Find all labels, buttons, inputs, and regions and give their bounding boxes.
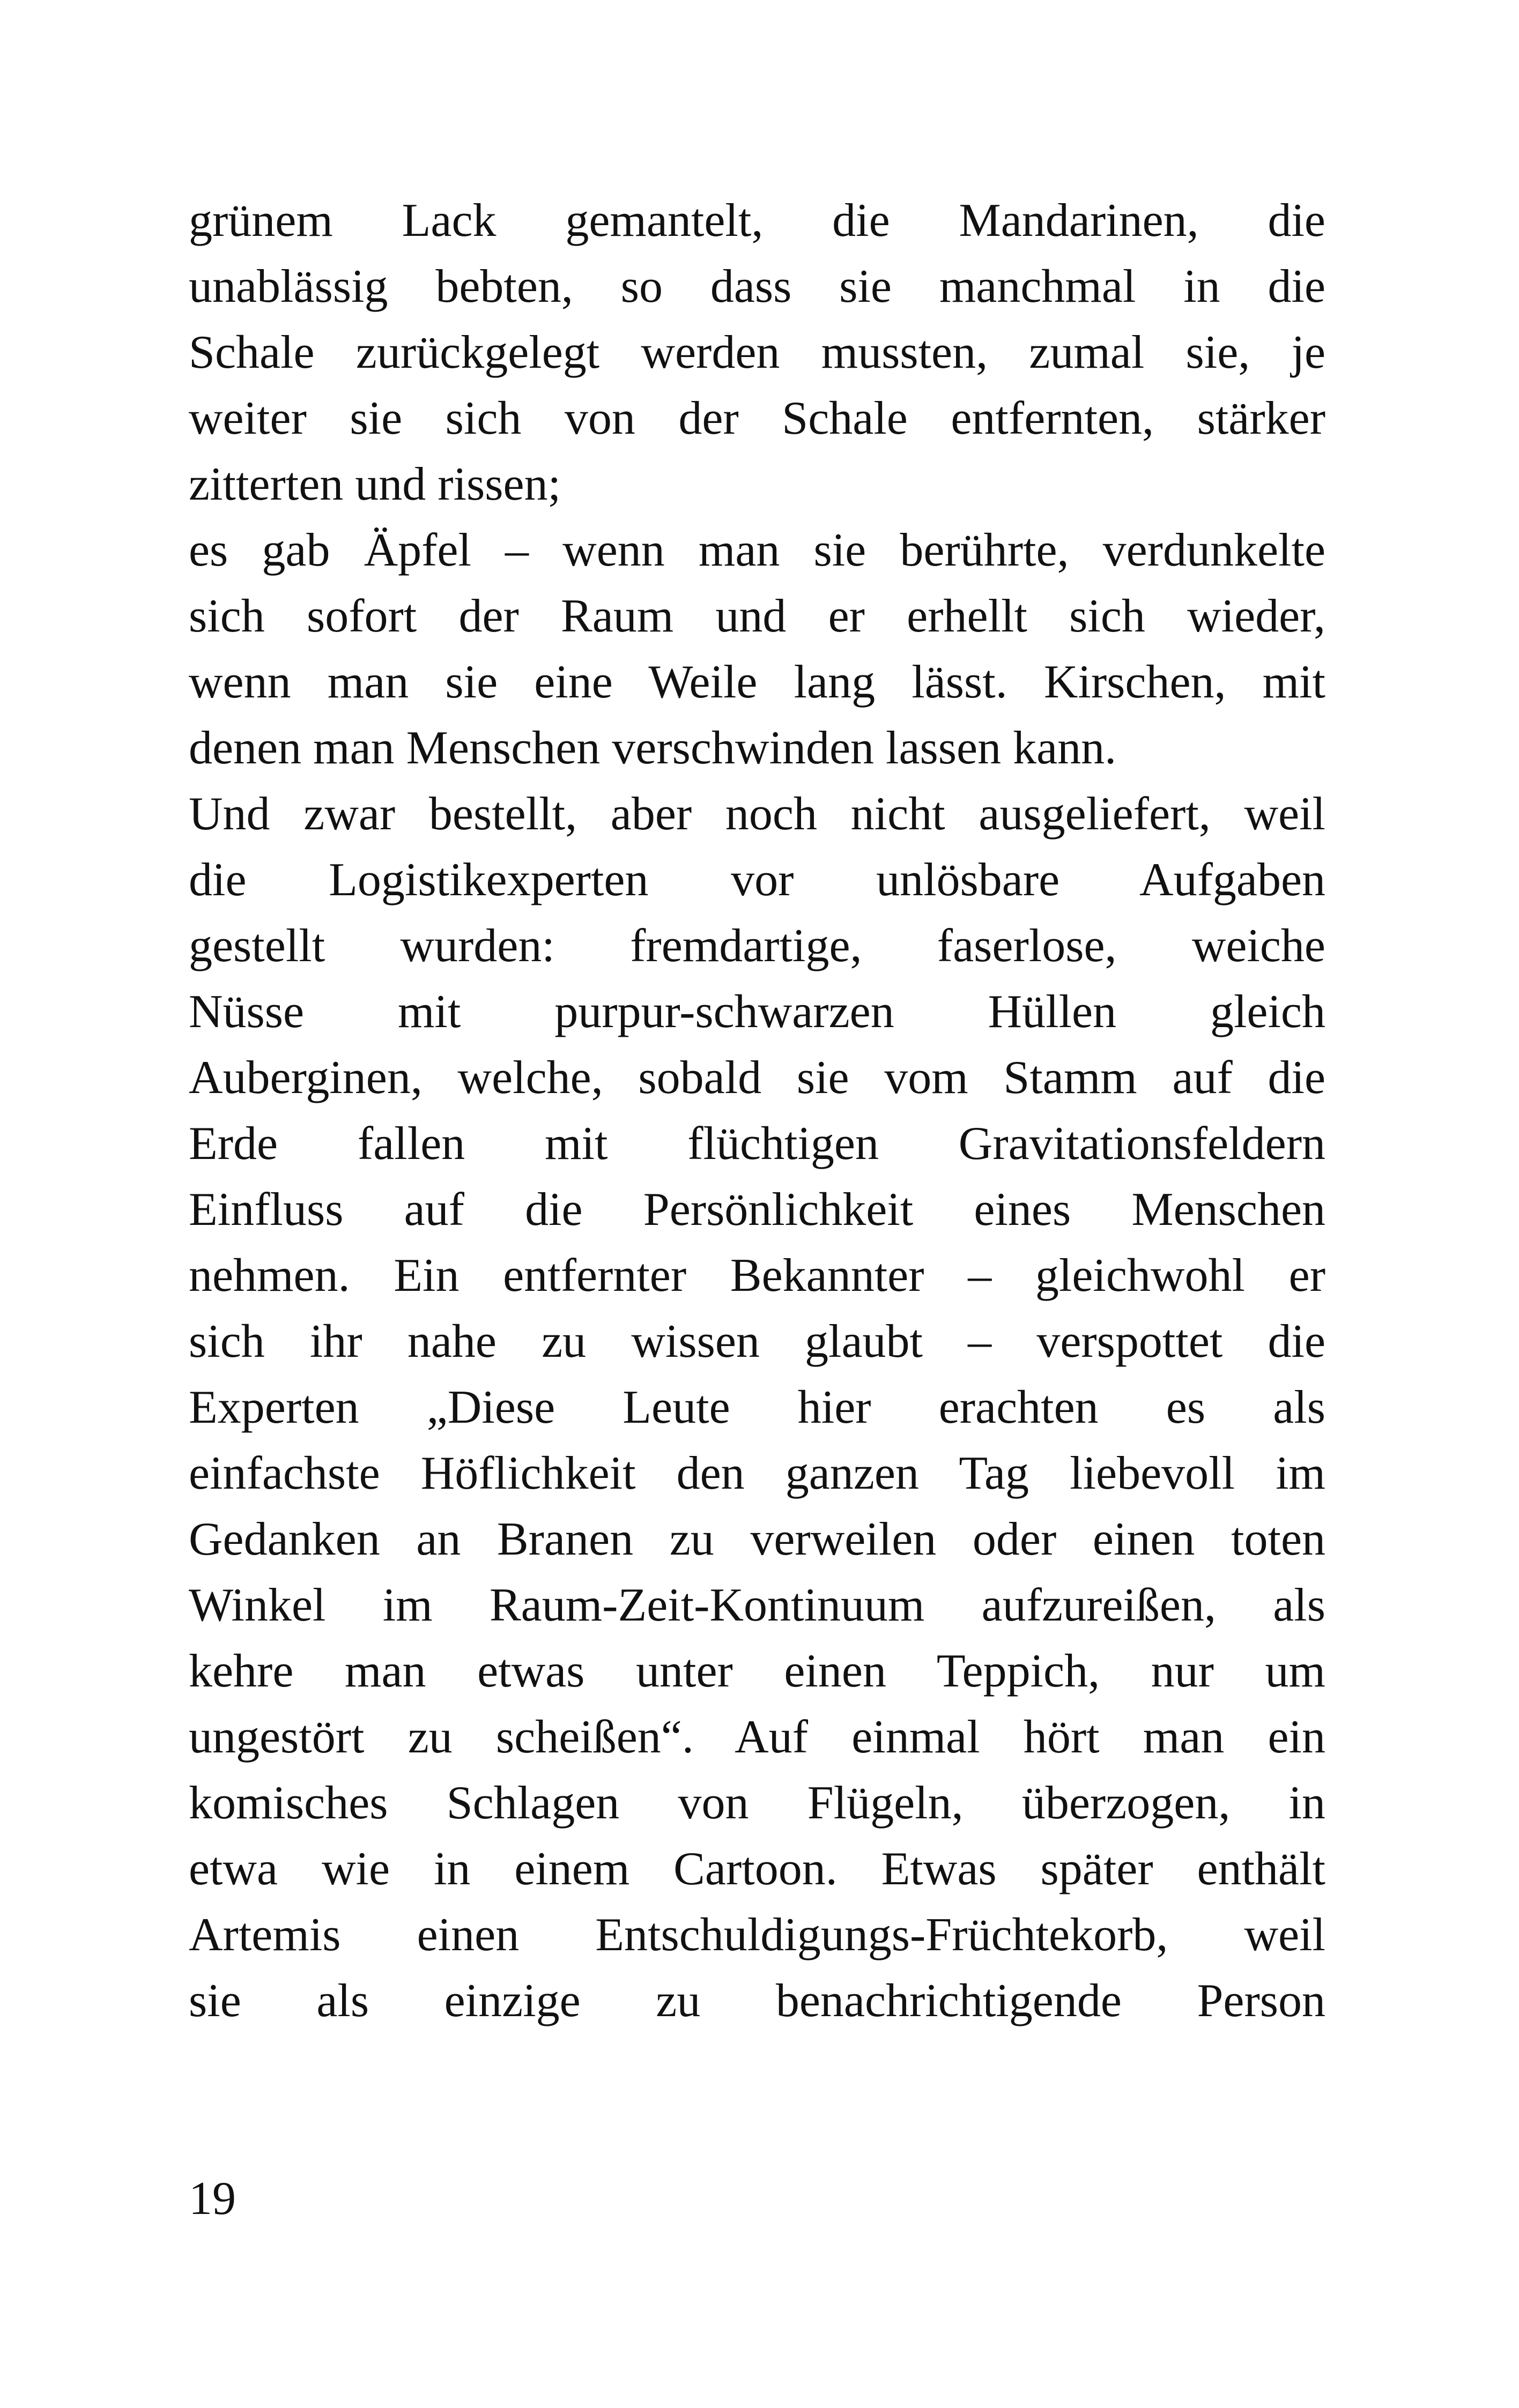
text-line: zitterten und rissen; (189, 458, 561, 510)
text-line: einfachste Höflichkeit den ganzen Tag liebevoll im (189, 1447, 1325, 1499)
text-line: Winkel im Raum-Zeit-Kontinuum aufzureißen, als (189, 1579, 1325, 1631)
page-number: 19 (189, 2173, 236, 2225)
text-line: grünem Lack gemantelt, die Mandarinen, die (189, 195, 1325, 247)
text-line: gestellt wurden: fremdartige, faserlose, weiche (189, 920, 1325, 972)
text-line: denen man Menschen verschwinden lassen kann. (189, 722, 1117, 774)
text-line: es gab Äpfel – wenn man sie berührte, verdunkelte (189, 524, 1325, 576)
text-line: ungestört zu scheißen“. Auf einmal hört man ein (189, 1711, 1325, 1763)
text-line: sie als einzige zu benachrichtigende Person (189, 1975, 1325, 2027)
text-line: Und zwar bestellt, aber noch nicht ausgeliefert, weil (189, 788, 1325, 840)
text-line: sich sofort der Raum und er erhellt sich wieder, (189, 590, 1325, 642)
text-line: unablässig bebten, so dass sie manchmal in die (189, 261, 1325, 313)
text-line: komisches Schlagen von Flügeln, überzogen, in (189, 1777, 1325, 1829)
text-line: Auberginen, welche, sobald sie vom Stamm auf die (189, 1052, 1325, 1104)
text-line: Experten „Diese Leute hier erachten es als (189, 1381, 1325, 1433)
text-line: sich ihr nahe zu wissen glaubt – verspottet die (189, 1316, 1325, 1367)
body-text (189, 188, 1325, 2034)
text-line: etwa wie in einem Cartoon. Etwas später enthält (189, 1843, 1325, 1895)
text-line: Artemis einen Entschuldigungs-Früchtekorb, weil (189, 1909, 1325, 1961)
text-line: Nüsse mit purpur-schwarzen Hüllen gleich (189, 986, 1325, 1038)
text-line: Erde fallen mit flüchtigen Gravitationsfeldern (189, 1118, 1325, 1170)
text-line: Gedanken an Branen zu verweilen oder einen toten (189, 1513, 1325, 1565)
text-line: Einfluss auf die Persönlichkeit eines Menschen (189, 1184, 1325, 1236)
text-line: die Logistikexperten vor unlösbare Aufgaben (189, 854, 1325, 906)
text-line: wenn man sie eine Weile lang lässt. Kirschen, mit (189, 656, 1325, 708)
text-line: nehmen. Ein entfernter Bekannter – gleichwohl er (189, 1250, 1325, 1302)
text-line: kehre man etwas unter einen Teppich, nur um (189, 1645, 1325, 1697)
text-line: weiter sie sich von der Schale entfernten, stärker (189, 392, 1325, 444)
text-line: Schale zurückgelegt werden mussten, zumal sie, je (189, 326, 1325, 378)
